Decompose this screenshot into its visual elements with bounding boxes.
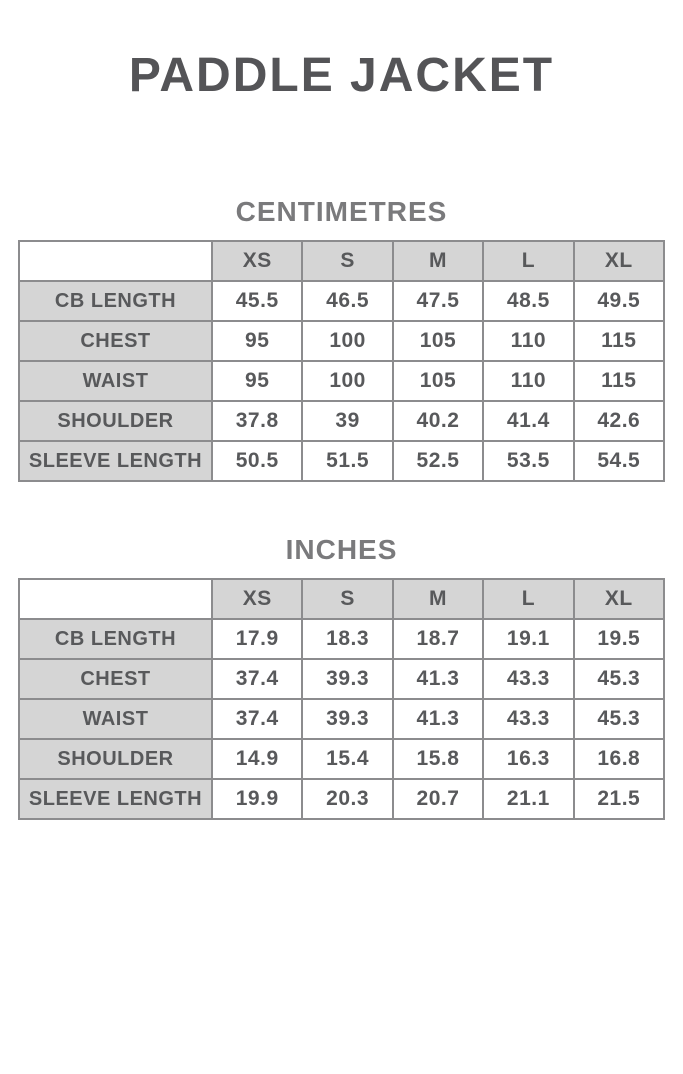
size-column-header: S	[302, 241, 392, 281]
size-column-header: XL	[574, 241, 664, 281]
measurement-value: 51.5	[302, 441, 392, 481]
measurement-value: 43.3	[483, 699, 573, 739]
measurement-value: 39.3	[302, 699, 392, 739]
measurement-row	[19, 321, 664, 361]
measurement-value: 49.5	[574, 281, 664, 321]
measurement-row-label: SHOULDER	[19, 401, 212, 441]
measurement-value: 42.6	[574, 401, 664, 441]
size-header-row	[19, 241, 664, 281]
inches-size-table	[18, 578, 665, 820]
measurement-value: 105	[393, 321, 483, 361]
measurement-value: 37.4	[212, 659, 302, 699]
measurement-value: 48.5	[483, 281, 573, 321]
measurement-value: 39.3	[302, 659, 392, 699]
measurement-row-label: CB LENGTH	[19, 619, 212, 659]
measurement-value: 14.9	[212, 739, 302, 779]
measurement-value: 52.5	[393, 441, 483, 481]
measurement-value: 45.5	[212, 281, 302, 321]
measurement-value: 18.3	[302, 619, 392, 659]
measurement-row	[19, 361, 664, 401]
measurement-row-label: SLEEVE LENGTH	[19, 779, 212, 819]
measurement-row-label: CHEST	[19, 321, 212, 361]
inches-table-header	[19, 579, 664, 619]
measurement-value: 115	[574, 361, 664, 401]
centimetres-size-table	[18, 240, 665, 482]
measurement-value: 20.3	[302, 779, 392, 819]
measurement-row-label: SLEEVE LENGTH	[19, 441, 212, 481]
measurement-value: 16.3	[483, 739, 573, 779]
size-column-header: XS	[212, 579, 302, 619]
measurement-value: 105	[393, 361, 483, 401]
measurement-value: 20.7	[393, 779, 483, 819]
measurement-row	[19, 401, 664, 441]
inches-table-body	[19, 619, 664, 819]
measurement-value: 53.5	[483, 441, 573, 481]
measurement-value: 41.3	[393, 699, 483, 739]
measurement-value: 95	[212, 321, 302, 361]
size-header-row	[19, 579, 664, 619]
measurement-value: 100	[302, 321, 392, 361]
measurement-value: 37.8	[212, 401, 302, 441]
measurement-value: 110	[483, 361, 573, 401]
measurement-value: 19.9	[212, 779, 302, 819]
measurement-row-label: CB LENGTH	[19, 281, 212, 321]
size-column-header: XL	[574, 579, 664, 619]
size-column-header: S	[302, 579, 392, 619]
measurement-value: 41.3	[393, 659, 483, 699]
measurement-value: 19.1	[483, 619, 573, 659]
measurement-value: 41.4	[483, 401, 573, 441]
measurement-value: 21.1	[483, 779, 573, 819]
measurement-value: 95	[212, 361, 302, 401]
size-column-header: M	[393, 241, 483, 281]
size-chart-page	[0, 50, 683, 1074]
measurement-value: 47.5	[393, 281, 483, 321]
size-column-header: L	[483, 579, 573, 619]
size-column-header: M	[393, 579, 483, 619]
page-title: PADDLE JACKET	[128, 49, 555, 102]
centimetres-table-header	[19, 241, 664, 281]
measurement-value: 16.8	[574, 739, 664, 779]
measurement-value: 19.5	[574, 619, 664, 659]
measurement-row-label: WAIST	[19, 699, 212, 739]
measurement-value: 54.5	[574, 441, 664, 481]
measurement-value: 39	[302, 401, 392, 441]
measurement-row	[19, 779, 664, 819]
measurement-value: 37.4	[212, 699, 302, 739]
measurement-row	[19, 659, 664, 699]
measurement-value: 110	[483, 321, 573, 361]
measurement-value: 45.3	[574, 659, 664, 699]
measurement-value: 46.5	[302, 281, 392, 321]
measurement-row	[19, 699, 664, 739]
measurement-row-label: CHEST	[19, 659, 212, 699]
inches-heading: INCHES	[285, 534, 398, 565]
measurement-row	[19, 441, 664, 481]
measurement-value: 100	[302, 361, 392, 401]
measurement-row-label: SHOULDER	[19, 739, 212, 779]
measurement-value: 15.4	[302, 739, 392, 779]
measurement-row-label: WAIST	[19, 361, 212, 401]
measurement-value: 115	[574, 321, 664, 361]
size-column-header: L	[483, 241, 573, 281]
corner-cell	[19, 579, 212, 619]
measurement-value: 15.8	[393, 739, 483, 779]
measurement-row	[19, 281, 664, 321]
measurement-value: 40.2	[393, 401, 483, 441]
measurement-value: 50.5	[212, 441, 302, 481]
measurement-row	[19, 619, 664, 659]
measurement-value: 17.9	[212, 619, 302, 659]
centimetres-heading: CENTIMETRES	[235, 196, 448, 227]
size-column-header: XS	[212, 241, 302, 281]
corner-cell	[19, 241, 212, 281]
measurement-value: 43.3	[483, 659, 573, 699]
measurement-value: 18.7	[393, 619, 483, 659]
centimetres-table-body	[19, 281, 664, 481]
measurement-value: 21.5	[574, 779, 664, 819]
measurement-value: 45.3	[574, 699, 664, 739]
measurement-row	[19, 739, 664, 779]
